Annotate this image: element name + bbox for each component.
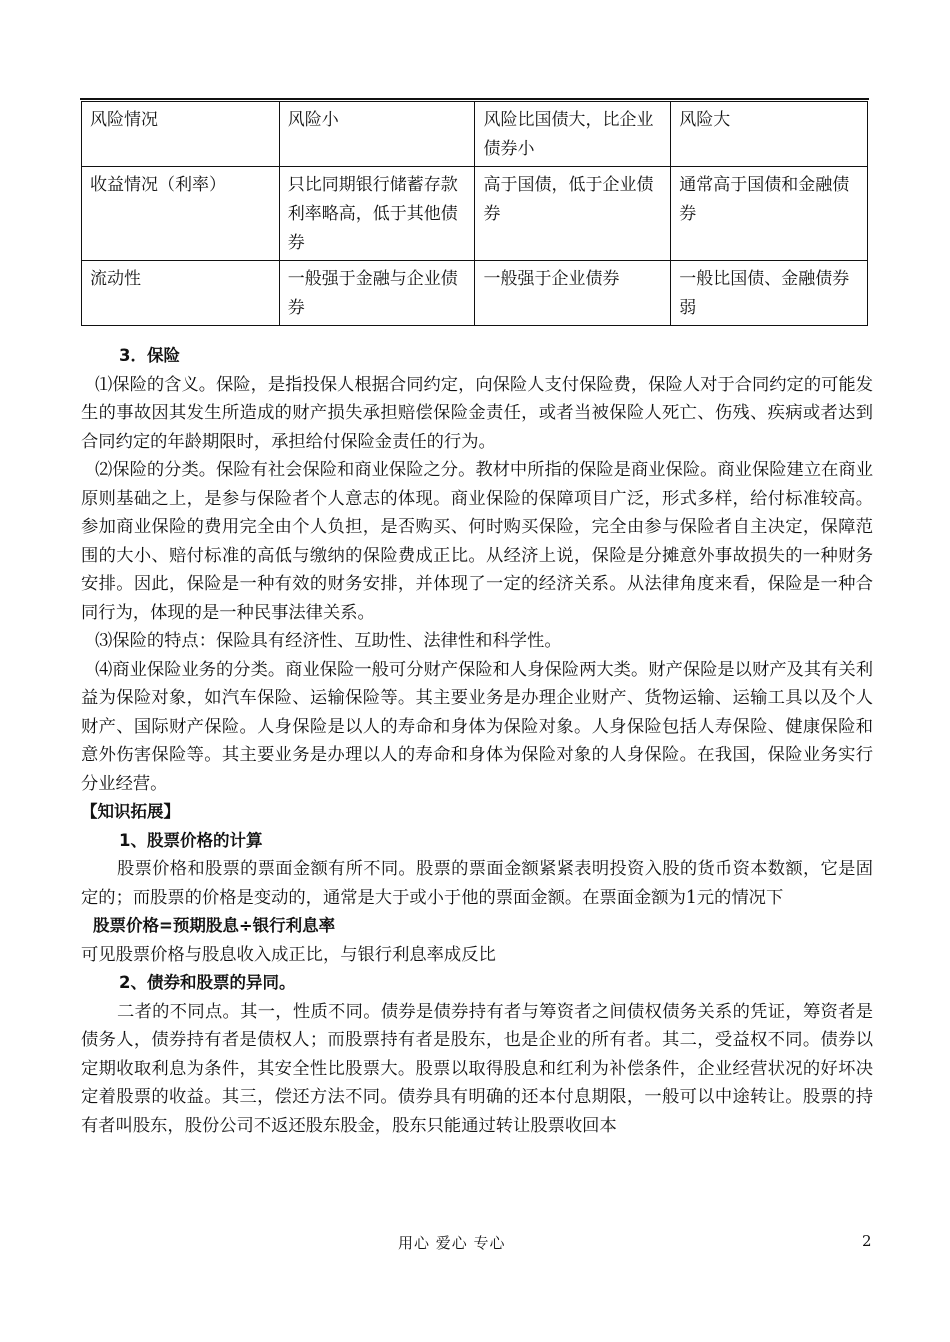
paragraph-bonds-vs-stocks: 二者的不同点。其一，性质不同。债券是债券持有者与筹资者之间债权债务关系的凭证，筹资者是债务人，债券持有者是债权人；而股票持有者是股东，也是企业的所有者。其二，受益权不同。债券以定期收取利息为条件，其安全性比股票大。股票以取得股息和红利为补偿条件，企业经营状况的好坏决定着股票的收益。其三，偿还方法不同。债券具有明确的还本付息期限，一般可以中途转让。股票的持有者叫股东，股份公司不返还股东股金，股东只能通过转让股票收回本 xyxy=(81,1001,873,1136)
table-cell: 只比同期银行储蓄存款利率略高，低于其他债券 xyxy=(279,167,475,261)
table-row xyxy=(82,102,868,167)
table-cell: 流动性 xyxy=(82,261,280,326)
footer-motto: 用心 爱心 专心 xyxy=(398,1234,506,1252)
header-rule xyxy=(80,98,869,100)
subheading-stock-price: 1、股票价格的计算 xyxy=(119,830,263,850)
subheading-bonds-vs-stocks: 2、债券和股票的异同。 xyxy=(119,973,296,992)
table-cell: 收益情况（利率） xyxy=(82,167,280,261)
comparison-table xyxy=(81,101,868,326)
paragraph-commercial-insurance: ⑷商业保险业务的分类。商业保险一般可分财产保险和人身保险两大类。财产保险是以财产及其有关利益为保险对象，如汽车保险、运输保险等。其主要业务是办理企业财产、货物运输、运输工具以及个人财产、国际财产保险。人身保险是以人的寿命和身体为保险对象。人身保险包括人寿保险、健康保险和意外伤害保险等。其主要业务是办理以人的寿命和身体为保险对象的人身保险。在我国，保险业务实行分业经营。 xyxy=(81,659,873,794)
table-cell: 一般强于企业债券 xyxy=(475,261,671,326)
paragraph-insurance-classification: ⑵保险的分类。保险有社会保险和商业保险之分。教材中所指的保险是商业保险。商业保险建立在商业原则基础之上，是参与保险者个人意志的体现。商业保险的保障项目广泛，形式多样，给付标准较高。参加商业保险的费用完全由个人负担，是否购买、何时购买保险，完全由参与保险者自主决定，保障范围的大小、赔付标准的高低与缴纳的保险费成正比。从经济上说，保险是分摊意外事故损失的一种财务安排。因此，保险是一种有效的财务安排，并体现了一定的经济关系。从法律角度来看，保险是一种合同行为，体现的是一种民事法律关系。 xyxy=(81,460,873,623)
table-cell: 风险比国债大，比企业债券小 xyxy=(475,102,671,167)
table-cell: 风险情况 xyxy=(82,102,280,167)
paragraph-stock-price-conclusion: 可见股票价格与股息收入成正比，与银行利息率成反比 xyxy=(81,944,496,965)
table-cell: 风险小 xyxy=(279,102,475,167)
table-row xyxy=(82,261,868,326)
paragraph-insurance-features: ⑶保险的特点：保险具有经济性、互助性、法律性和科学性。 xyxy=(95,631,562,651)
section-heading-insurance: 3．保险 xyxy=(119,346,180,365)
document-body xyxy=(81,342,873,1140)
paragraph-stock-price: 股票价格和股票的票面金额有所不同。股票的票面金额紧紧表明投资入股的货币资本数额，它是固定的；而股票的价格是变动的，通常是大于或小于他的票面金额。在票面金额为1元的情况下 xyxy=(81,859,873,908)
stock-price-formula: 股票价格=预期股息÷银行利息率 xyxy=(93,916,336,935)
table-cell: 高于国债，低于企业债券 xyxy=(475,167,671,261)
knowledge-heading: 【知识拓展】 xyxy=(81,802,180,821)
table-cell: 通常高于国债和金融债券 xyxy=(671,167,868,261)
page-number: 2 xyxy=(862,1232,872,1250)
table-cell: 一般强于金融与企业债券 xyxy=(279,261,475,326)
table-cell: 一般比国债、金融债券弱 xyxy=(671,261,868,326)
table-row xyxy=(82,167,868,261)
table-cell: 风险大 xyxy=(671,102,868,167)
paragraph-insurance-definition: ⑴保险的含义。保险，是指投保人根据合同约定，向保险人支付保险费，保险人对于合同约定的可能发生的事故因其发生所造成的财产损失承担赔偿保险金责任，或者当被保险人死亡、伤残、疾病或者达到合同约定的年龄期限时，承担给付保险金责任的行为。 xyxy=(81,374,873,452)
